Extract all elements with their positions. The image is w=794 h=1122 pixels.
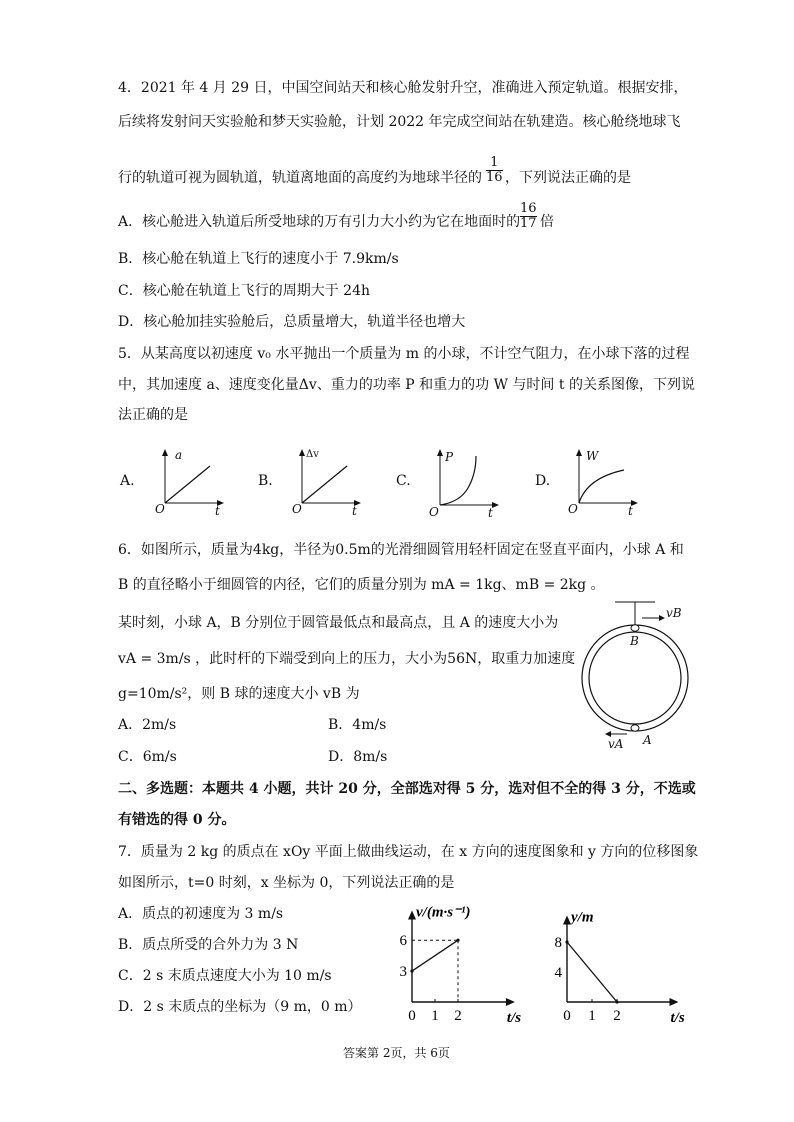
q4-option-b: B．核心舱在轨道上飞行的速度小于 7.9km/s	[118, 251, 399, 267]
q5-graph-a-xlabel: t	[215, 504, 220, 518]
q5-graph-a-label: A.	[120, 473, 135, 489]
section-header-line2: 有错选的得 0 分。	[118, 812, 236, 828]
q5-graph-c	[430, 448, 505, 518]
q5-line1: 5．从某高度以初速度 v₀ 水平抛出一个质量为 m 的小球，不计空气阻力，在小球下落的过程	[118, 346, 690, 362]
q4-frac-num: 1	[490, 155, 499, 170]
q7-y-y-tick-label: 8	[554, 935, 562, 951]
q7-displacement-chart	[545, 900, 695, 1030]
q5-line2: 中，其加速度 a、速度变化量Δv、重力的功率 P 和重力的功 W 与时间 t 的关系图像，下列说	[118, 377, 695, 393]
q5-graph-b-xlabel: t	[352, 504, 357, 518]
q7-velocity-chart	[380, 900, 540, 1030]
q4-opt-a-end: 倍	[540, 214, 554, 230]
q5-graph-b-origin: O	[292, 502, 302, 516]
q7-line2: 如图所示，t=0 时刻，x 坐标为 0，下列说法正确的是	[118, 875, 455, 891]
q4-option-a: A．核心舱进入轨道后所受地球的万有引力大小约为它在地面时的	[118, 214, 521, 230]
q7-y-y-axis-label: y/m	[571, 909, 594, 926]
q4-option-d: D．核心舱加挂实验舱后，总质量增大，轨道半径也增大	[118, 314, 466, 330]
q7-line1: 7．质量为 2 kg 的质点在 xOy 平面上做曲线运动，在 x 方向的速度图象和 y 方向的位移图象	[118, 844, 699, 860]
q4-line1: 4．2021 年 4 月 29 日，中国空间站天和核心舱发射升空，准确进入预定轨道。根据安排，	[118, 80, 688, 96]
q7-y-point	[565, 940, 568, 943]
q7-v-x-tick-label: 1	[431, 1008, 439, 1024]
q5-graph-c-label: C.	[396, 473, 411, 489]
q7-option-c: C．2 s 末质点速度大小为 10 m/s	[118, 968, 332, 984]
q4-opt-a-frac-den: 17	[520, 215, 537, 231]
q7-v-y-axis-label: v/(m·s⁻¹)	[416, 904, 471, 921]
q4-opt-a-fraction	[520, 202, 537, 230]
q4-opt-a-frac-num: 16	[520, 201, 537, 216]
q6-line3: 某时刻，小球 A，B 分别位于圆管最低点和最高点，且 A 的速度大小为	[118, 615, 559, 631]
q6-option-b: B．4m/s	[328, 717, 387, 733]
q6-fig-b-label: B	[630, 634, 639, 648]
q7-v-x-tick-label: 2	[454, 1008, 462, 1024]
q6-fig-a-label: A	[643, 733, 652, 747]
q6-ring-figure	[575, 598, 705, 758]
q7-y-x-tick-label: 0	[563, 1008, 571, 1024]
q7-v-point	[410, 970, 413, 973]
q7-v-x-arrow	[506, 998, 515, 1006]
q5-graph-d-xlabel: t	[628, 504, 633, 518]
q4-line3b: ，下列说法正确的是	[505, 170, 631, 186]
q4-frac-den: 16	[486, 169, 503, 185]
q7-option-d: D．2 s 末质点的坐标为（9 m，0 m）	[118, 999, 362, 1015]
q5-graph-a-origin: O	[155, 502, 165, 516]
q5-graph-d-label: D.	[535, 473, 551, 489]
section-header-line1: 二、多选题：本题共 4 小题，共计 20 分，全部选对得 5 分，选对但不全的得 3 分，不选或	[118, 781, 696, 797]
q5-graph-d-ylabel: W	[586, 449, 599, 463]
q7-y-x-tick-label: 2	[613, 1008, 621, 1024]
q4-line3a: 行的轨道可视为圆轨道，轨道离地面的高度约为地球半径的	[118, 170, 482, 186]
q7-y-x-tick-label: 1	[588, 1008, 596, 1024]
q5-graph-a-ylabel: a	[175, 448, 183, 462]
q5-graph-b-label: B.	[258, 473, 273, 489]
q7-v-x-tick-label: 0	[408, 1008, 416, 1024]
q7-y-point	[615, 1000, 618, 1003]
q7-y-x-arrow	[670, 998, 679, 1006]
q7-v-x-axis-label: t/s	[506, 1010, 522, 1026]
q6-option-a: A．2m/s	[118, 717, 177, 733]
q7-v-y-tick-label: 3	[399, 964, 407, 981]
q7-option-a: A．质点的初速度为 3 m/s	[118, 906, 284, 922]
q6-line2: B 的直径略小于细圆管的内径，它们的质量分别为 mA = 1kg、mB = 2kg 。	[118, 577, 605, 593]
q4-option-c: C．核心舱在轨道上飞行的周期大于 24h	[118, 283, 370, 299]
q7-option-b: B．质点所受的合外力为 3 N	[118, 937, 299, 953]
q5-line3: 法正确的是	[118, 407, 188, 423]
q4-line2: 后续将发射问天实验舱和梦天实验舱，计划 2022 年完成空间站在轨建造。核心舱绕地球飞	[118, 114, 681, 130]
q5-graph-c-origin: O	[429, 505, 439, 519]
q7-y-series-line	[567, 942, 617, 1002]
q5-graph-c-xlabel: t	[488, 506, 493, 520]
q5-graph-c-ylabel: P	[445, 450, 454, 464]
q7-y-y-arrow	[563, 916, 571, 925]
q6-option-c: C．6m/s	[118, 749, 177, 765]
q6-fig-vb-label: vB	[666, 606, 682, 620]
q7-v-y-arrow	[408, 910, 416, 919]
q7-v-y-tick-label: 6	[399, 933, 407, 950]
q7-y-x-axis-label: t/s	[670, 1010, 685, 1026]
q4-fraction	[486, 156, 503, 184]
q6-option-d: D．8m/s	[328, 749, 388, 765]
q7-y-y-tick-label: 4	[554, 965, 562, 981]
q6-line5: g=10m/s²，则 B 球的速度大小 vB 为	[118, 686, 360, 702]
q5-graph-d-origin: O	[568, 502, 578, 516]
q6-line1: 6．如图所示，质量为4kg，半径为0.5m的光滑细圆管用轻杆固定在竖直平面内，小球 A 和	[118, 542, 684, 558]
q6-line4: vA = 3m/s ，此时杆的下端受到向上的压力，大小为56N，取重力加速度	[118, 651, 576, 667]
page-footer: 答案第 2页，共 6页	[343, 1046, 450, 1060]
q7-v-series-line	[412, 940, 458, 971]
q6-fig-va-label: vA	[608, 737, 624, 751]
q5-graph-b-ylabel: Δv	[306, 449, 319, 460]
